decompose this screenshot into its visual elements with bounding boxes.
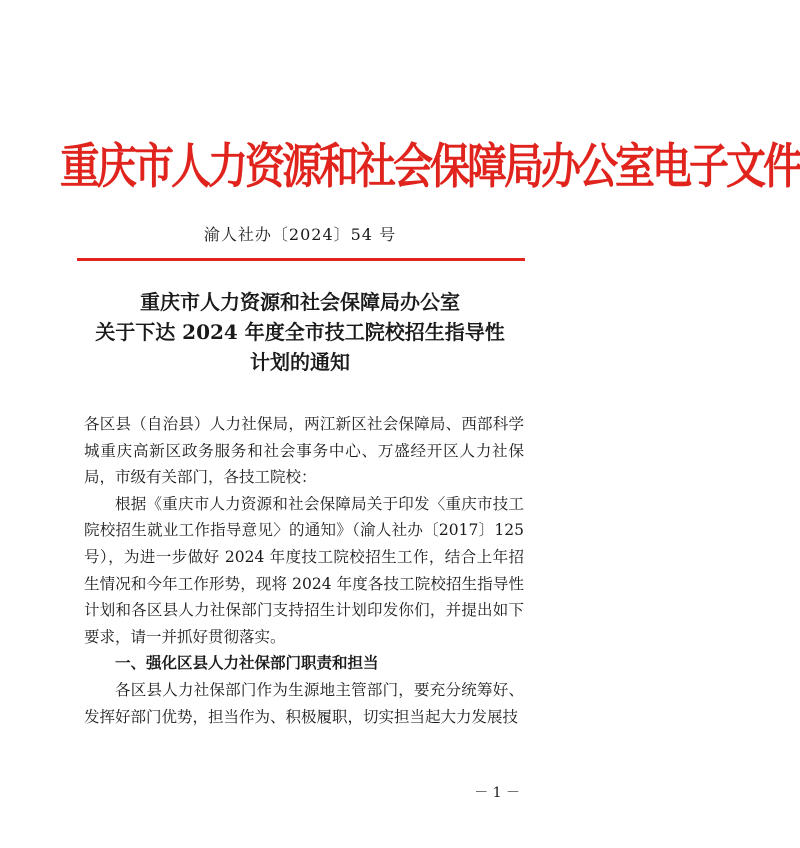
document-number: 渝人社办〔2024〕54 号 bbox=[203, 225, 397, 244]
body-paragraph: 根据《重庆市人力资源和社会保障局关于印发〈重庆市技工院校招生就业工作指导意见〉的通知》（渝人社办〔2017〕125 号），为进一步做好 2024 年度技工院校招生工作，结合上年招生情况和今年工作形势，现将 2024 年度各技工院校招生指导性计划和各区县人力社保部门支持招生计划印发你们，并提出如下要求，请一并抓好贯彻落实。 bbox=[84, 494, 524, 646]
title-line-3: 计划的通知 bbox=[250, 350, 350, 374]
body-paragraph: 各区县人力社保部门作为生源地主管部门，要充分统筹好、发挥好部门优势，担当作为、积极履职，切实担当起大力发展技 bbox=[84, 680, 524, 726]
title-line-1: 重庆市人力资源和社会保障局办公室 bbox=[140, 290, 460, 314]
document-body bbox=[84, 411, 524, 730]
page-number: － 1 － bbox=[474, 785, 520, 801]
section-heading: 一、强化区县人力社保部门职责和担当 bbox=[115, 653, 379, 673]
red-divider-line bbox=[77, 258, 525, 261]
document-masthead: 重庆市人力资源和社会保障局办公室电子文件 bbox=[60, 138, 800, 195]
addressees: 各区县（自治县）人力社保局，两江新区社会保障局、西部科学城重庆高新区政务服务和社会事务中心、万盛经开区人力社保局，市级有关部门，各技工院校： bbox=[84, 415, 524, 487]
title-line-2: 关于下达 2024 年度全市技工院校招生指导性 bbox=[95, 320, 505, 344]
document-title bbox=[60, 287, 540, 377]
